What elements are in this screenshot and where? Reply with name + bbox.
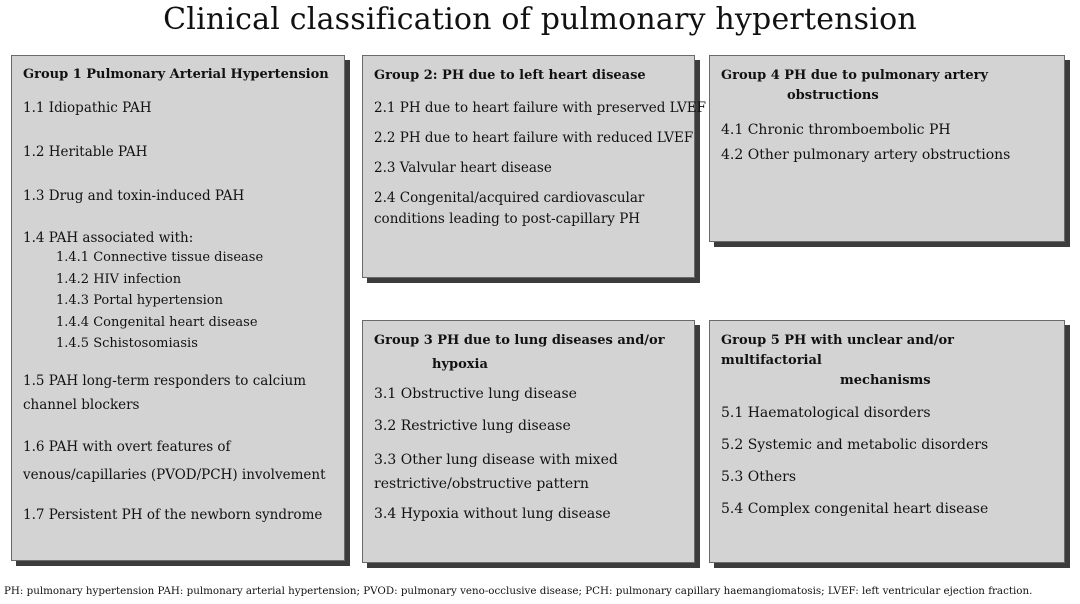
group-5-item-2: 5.2 Systemic and metabolic disorders xyxy=(721,437,989,453)
group-5-item-1: 5.1 Haematological disorders xyxy=(721,405,931,421)
group-1-subitem-4: 1.4.4 Congenital heart disease xyxy=(56,314,258,330)
group-2-item-4: 2.4 Congenital/acquired cardiovascular conditions leading to post-capillary PH xyxy=(374,190,645,227)
group-3-item-2: 3.2 Restrictive lung disease xyxy=(374,418,571,434)
group-2-item-2: 2.2 PH due to heart failure with reduced LVEF xyxy=(374,130,694,146)
group-5-box xyxy=(709,320,1065,563)
group-1-box xyxy=(11,55,345,561)
group-4-item-2: 4.2 Other pulmonary artery obstructions xyxy=(721,147,1011,163)
group-2-box xyxy=(362,55,707,278)
group-4-box xyxy=(709,55,1065,242)
group-2-item-3: 2.3 Valvular heart disease xyxy=(374,160,552,176)
group-1-item-3: 1.3 Drug and toxin-induced PAH xyxy=(23,188,245,204)
group-1-item-2: 1.2 Heritable PAH xyxy=(23,144,148,160)
group-3-item-4: 3.4 Hypoxia without lung disease xyxy=(374,506,611,522)
group-4-title-line-1: Group 4 PH due to pulmonary artery xyxy=(721,68,989,83)
group-4-title-line-2: obstructions xyxy=(787,88,879,103)
group-3-item-1: 3.1 Obstructive lung disease xyxy=(374,386,577,402)
group-1-subitem-3: 1.4.3 Portal hypertension xyxy=(56,293,224,308)
group-5-title-line-1: Group 5 PH with unclear and/or multifactorial xyxy=(721,333,955,368)
group-1-item-5: 1.5 PAH long-term responders to calcium channel blockers xyxy=(23,372,307,413)
group-1-subitem-1: 1.4.1 Connective tissue disease xyxy=(56,250,264,265)
group-1-item-7: 1.7 Persistent PH of the newborn syndrome xyxy=(23,506,323,523)
group-4-title xyxy=(721,66,1054,106)
group-3-box xyxy=(362,320,695,563)
group-5-title-line-2: mechanisms xyxy=(840,373,931,388)
group-1-item-4: 1.4 PAH associated with: xyxy=(23,230,194,246)
group-3-title-line-1: Group 3 PH due to lung diseases and/or xyxy=(374,333,665,348)
diagram-title: Clinical classification of pulmonary hypertension xyxy=(163,2,917,37)
group-1-subitem-2: 1.4.2 HIV infection xyxy=(56,271,182,287)
group-5-item-4: 5.4 Complex congenital heart disease xyxy=(721,501,989,517)
group-1-item-1: 1.1 Idiopathic PAH xyxy=(23,100,152,116)
group-1-title: Group 1 Pulmonary Arterial Hypertension xyxy=(23,67,329,82)
group-2-title: Group 2: PH due to left heart disease xyxy=(374,68,646,83)
group-4-item-1: 4.1 Chronic thromboembolic PH xyxy=(721,122,951,138)
group-3-title xyxy=(374,331,684,375)
group-5-item-3: 5.3 Others xyxy=(721,469,796,485)
group-3-item-3: 3.3 Other lung disease with mixed restrictive/obstructive pattern xyxy=(374,452,618,492)
footnote: PH: pulmonary hypertension PAH: pulmonary arterial hypertension; PVOD: pulmonary veno-occlusive disease; PCH: pulmonary capillary haemangiomatosis; LVEF: left ventricular ejection fraction. xyxy=(4,585,1033,597)
group-1-item-6: 1.6 PAH with overt features of venous/capillaries (PVOD/PCH) involvement xyxy=(23,438,326,483)
group-5-title xyxy=(721,331,1054,391)
group-1-subitem-5: 1.4.5 Schistosomiasis xyxy=(56,336,198,351)
group-2-item-1: 2.1 PH due to heart failure with preserved LVEF xyxy=(374,100,707,116)
group-3-title-line-2: hypoxia xyxy=(432,357,488,372)
